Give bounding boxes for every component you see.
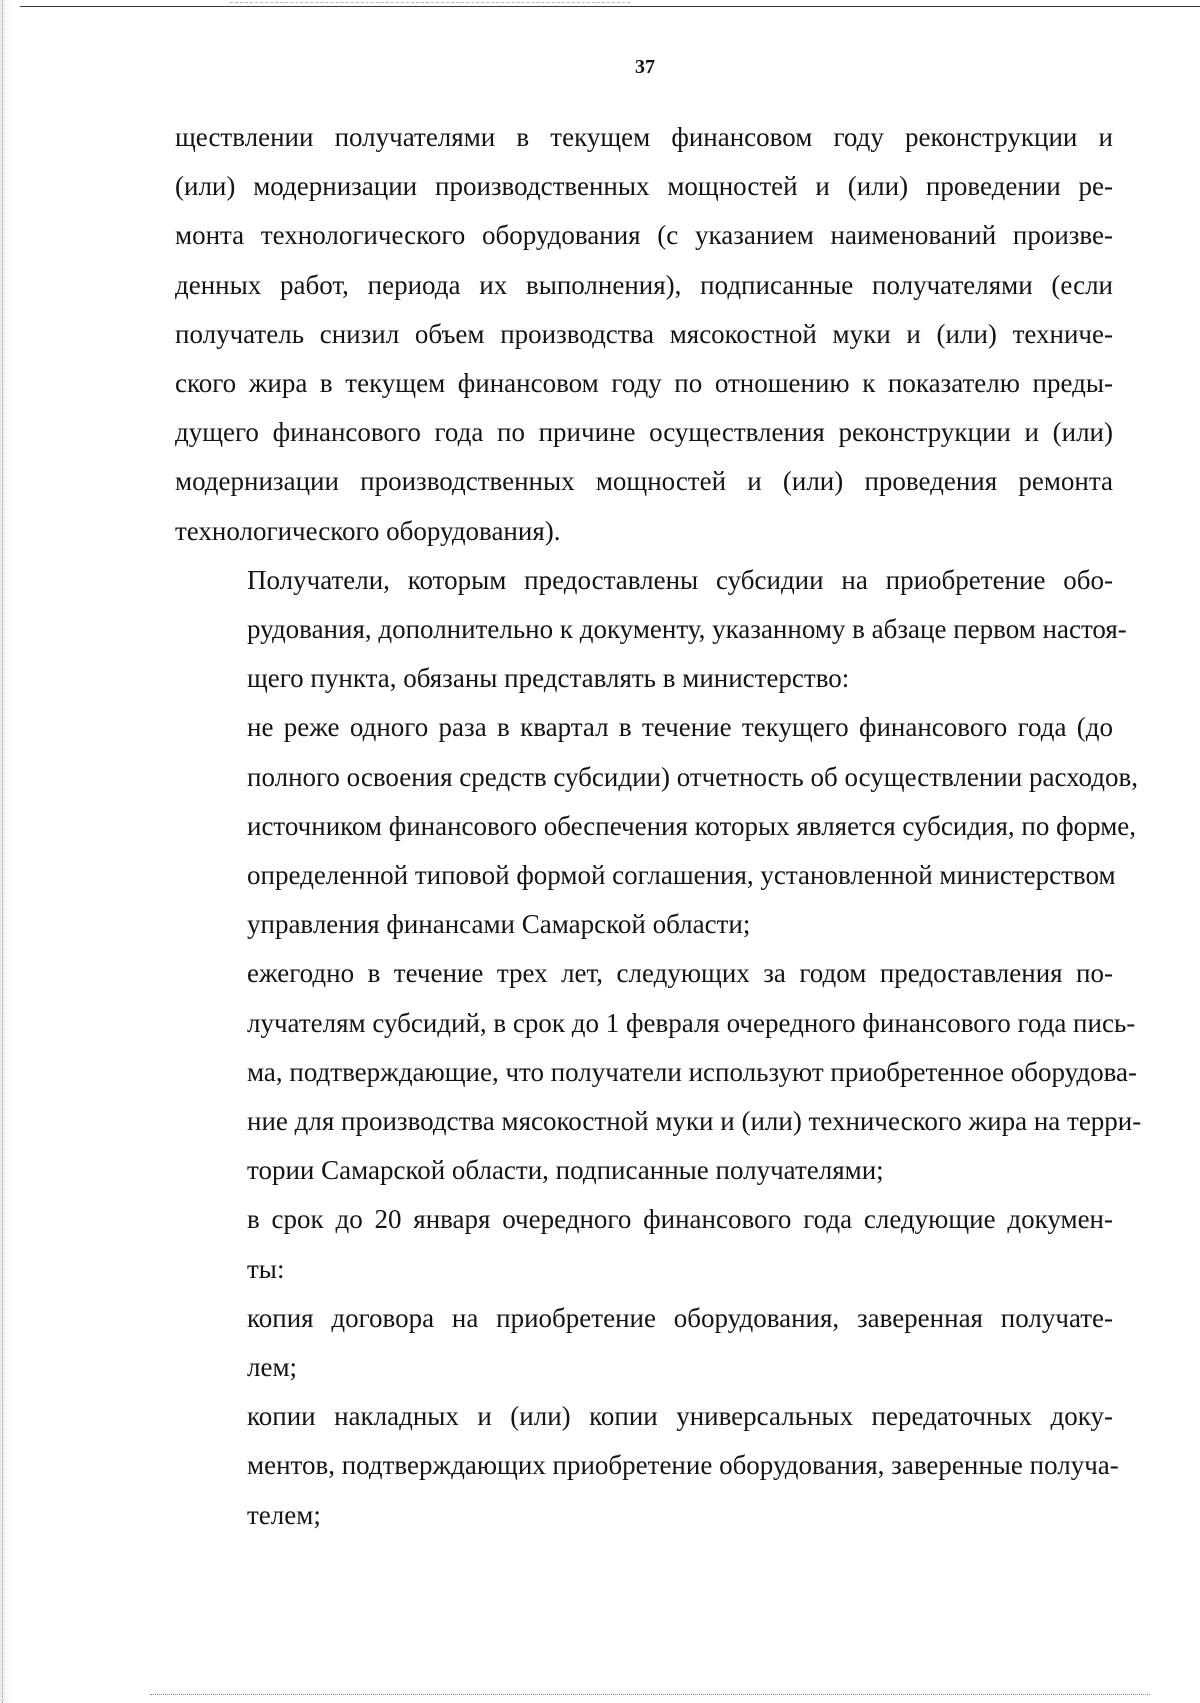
text-line: ние для производства мясокостной муки и (или) технического жира на терри- bbox=[247, 1106, 1142, 1137]
text-line: телем; bbox=[247, 1499, 321, 1530]
text-line: монта технологического оборудования (с указанием наименований произве- bbox=[175, 220, 1113, 251]
text-line: ского жира в текущем финансовом году по отношению к показателю преды- bbox=[175, 368, 1113, 399]
text-line: получатель снизил объем производства мясокостной муки и (или) техниче- bbox=[175, 318, 1113, 349]
text-line: ществлении получателями в текущем финансовом году реконструкции и bbox=[175, 122, 1113, 152]
text-line: копии накладных и (или) копии универсальных передаточных доку- bbox=[247, 1401, 1113, 1432]
scan-top-noise bbox=[230, 2, 630, 3]
text-line: (или) модернизации производственных мощностей и (или) проведении ре- bbox=[175, 171, 1113, 202]
text-line: ежегодно в течение трех лет, следующих за годом предоставления по- bbox=[247, 958, 1113, 989]
text-line: полного освоения средств субсидии) отчетность об осуществлении расходов, bbox=[247, 761, 1138, 792]
text-line: ментов, подтверждающих приобретение оборудования, заверенные получа- bbox=[247, 1450, 1119, 1481]
text-line: лучателям субсидий, в срок до 1 февраля очередного финансового года пись- bbox=[247, 1007, 1136, 1038]
paragraph-p2 bbox=[175, 556, 1127, 704]
scan-left-edge-line bbox=[2, 0, 3, 1703]
text-line: технологического оборудования). bbox=[175, 515, 561, 546]
scan-top-rule bbox=[20, 6, 1200, 7]
text-line: источником финансового обеспечения которых является субсидия, по форме, bbox=[247, 810, 1137, 841]
paragraph-p4 bbox=[175, 949, 1142, 1195]
text-line: ма, подтверждающие, что получатели используют приобретенное оборудова- bbox=[247, 1056, 1138, 1087]
text-line: рудования, дополнительно к документу, указанному в абзаце первом настоя- bbox=[247, 614, 1127, 645]
text-line: денных работ, периода их выполнения), подписанные получателями (если bbox=[175, 269, 1113, 300]
paragraph-p3 bbox=[175, 703, 1138, 949]
text-line: лем; bbox=[247, 1352, 298, 1383]
paragraph-p1 bbox=[175, 113, 1113, 556]
document-body bbox=[175, 113, 1142, 1540]
paragraph-p7 bbox=[175, 1392, 1119, 1540]
text-line: управления финансами Самарской области; bbox=[247, 909, 751, 940]
text-line: щего пункта, обязаны представлять в министерство: bbox=[247, 663, 850, 694]
text-line: не реже одного раза в квартал в течение текущего финансового года (до bbox=[247, 712, 1113, 743]
text-line: модернизации производственных мощностей и (или) проведения ремонта bbox=[175, 466, 1113, 497]
paragraph-p5 bbox=[175, 1195, 1113, 1293]
text-line: копия договора на приобретение оборудования, заверенная получате- bbox=[247, 1302, 1113, 1333]
page-number: 37 bbox=[635, 56, 655, 78]
paragraph-p6 bbox=[175, 1294, 1113, 1392]
text-line: определенной типовой формой соглашения, установленной министерством bbox=[247, 860, 1116, 891]
text-line: в срок до 20 января очередного финансового года следующие докумен- bbox=[247, 1204, 1113, 1235]
scan-bottom-edge bbox=[150, 1694, 1150, 1695]
text-line: дущего финансового года по причине осуществления реконструкции и (или) bbox=[175, 417, 1113, 448]
text-line: Получатели, которым предоставлены субсидии на приобретение обо- bbox=[247, 564, 1113, 595]
text-line: ты: bbox=[247, 1253, 285, 1284]
text-line: тории Самарской области, подписанные получателями; bbox=[247, 1155, 884, 1186]
